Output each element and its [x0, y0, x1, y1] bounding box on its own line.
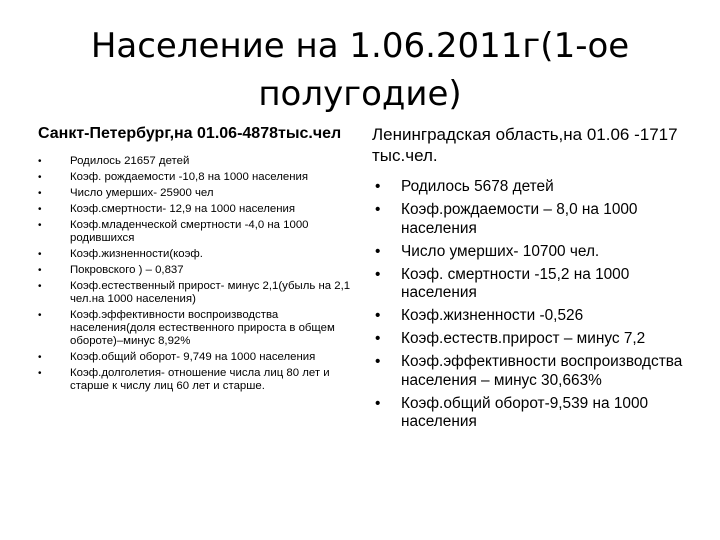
spb-column	[38, 124, 356, 396]
list-item: • Коэф.эффективности воспроизводства населения(доля естественного прироста в общем обороте)–минус 8,92%	[38, 309, 335, 347]
lenobl-list	[372, 178, 690, 432]
bullet-icon: •	[375, 394, 381, 412]
bullet-icon: •	[375, 353, 381, 370]
bullet-icon: •	[375, 330, 381, 347]
bullet-icon: •	[38, 368, 42, 379]
list-item: • Коэф.естеств.прирост – минус 7,2	[375, 330, 646, 347]
lenobl-column	[372, 124, 690, 436]
list-item: • Коэф.смертности- 12,9 на 1000 населения	[38, 203, 296, 215]
list-item: • Коэф. смертности -15,2 на 1000 населения	[375, 265, 630, 301]
spb-heading: Санкт-Петербург,на 01.06-4878тыс.чел	[38, 125, 342, 142]
bullet-icon: •	[375, 242, 381, 260]
list-item: • Коэф.рождаемости – 8,0 на 1000 населения	[375, 201, 638, 237]
list-item: • Коэф.долголетия- отношение числа лиц 80 лет и старше к числу лиц 60 лет и старше.	[38, 367, 330, 392]
bullet-icon: •	[38, 188, 42, 199]
list-item: • Коэф.общий оборот-9,539 на 1000 населения	[375, 394, 649, 430]
bullet-icon: •	[38, 249, 42, 260]
spb-list	[38, 155, 356, 393]
list-item: • Покровского ) – 0,837	[38, 264, 184, 276]
bullet-icon: •	[375, 178, 381, 195]
list-item: • Число умерших- 10700 чел.	[375, 242, 600, 260]
bullet-icon: •	[38, 204, 42, 215]
bullet-icon: •	[38, 310, 42, 321]
list-item: • Коэф.общий оборот- 9,749 на 1000 населения	[38, 351, 316, 363]
bullet-icon: •	[38, 220, 42, 231]
bullet-icon: •	[38, 352, 42, 363]
slide-title: Население на 1.06.2011г(1-ое полугодие)	[90, 26, 630, 114]
bullet-icon: •	[375, 201, 381, 218]
list-item: • Коэф.младенческой смертности -4,0 на 1000 родившихся	[38, 219, 309, 244]
bullet-icon: •	[375, 307, 381, 324]
list-item: • Число умерших- 25900 чел	[38, 187, 214, 199]
lenobl-heading: Ленинградская область,на 01.06 -1717 тыс.чел.	[372, 125, 678, 165]
list-item: • Родилось 5678 детей	[375, 178, 554, 195]
bullet-icon: •	[375, 265, 381, 283]
list-item: • Родилось 21657 детей	[38, 155, 190, 167]
list-item: • Коэф.эффективности воспроизводства населения – минус 30,663%	[375, 353, 683, 389]
list-item: • Коэф.естественный прирост- минус 2,1(убыль на 2,1 чел.на 1000 населения)	[38, 280, 351, 305]
bullet-icon: •	[38, 281, 42, 292]
list-item: • Коэф.жизненности(коэф.	[38, 248, 203, 260]
bullet-icon: •	[38, 265, 42, 276]
list-item: • Коэф. рождаемости -10,8 на 1000 населения	[38, 171, 309, 183]
bullet-icon: •	[38, 172, 42, 183]
list-item: • Коэф.жизненности -0,526	[375, 307, 584, 324]
bullet-icon: •	[38, 156, 42, 167]
